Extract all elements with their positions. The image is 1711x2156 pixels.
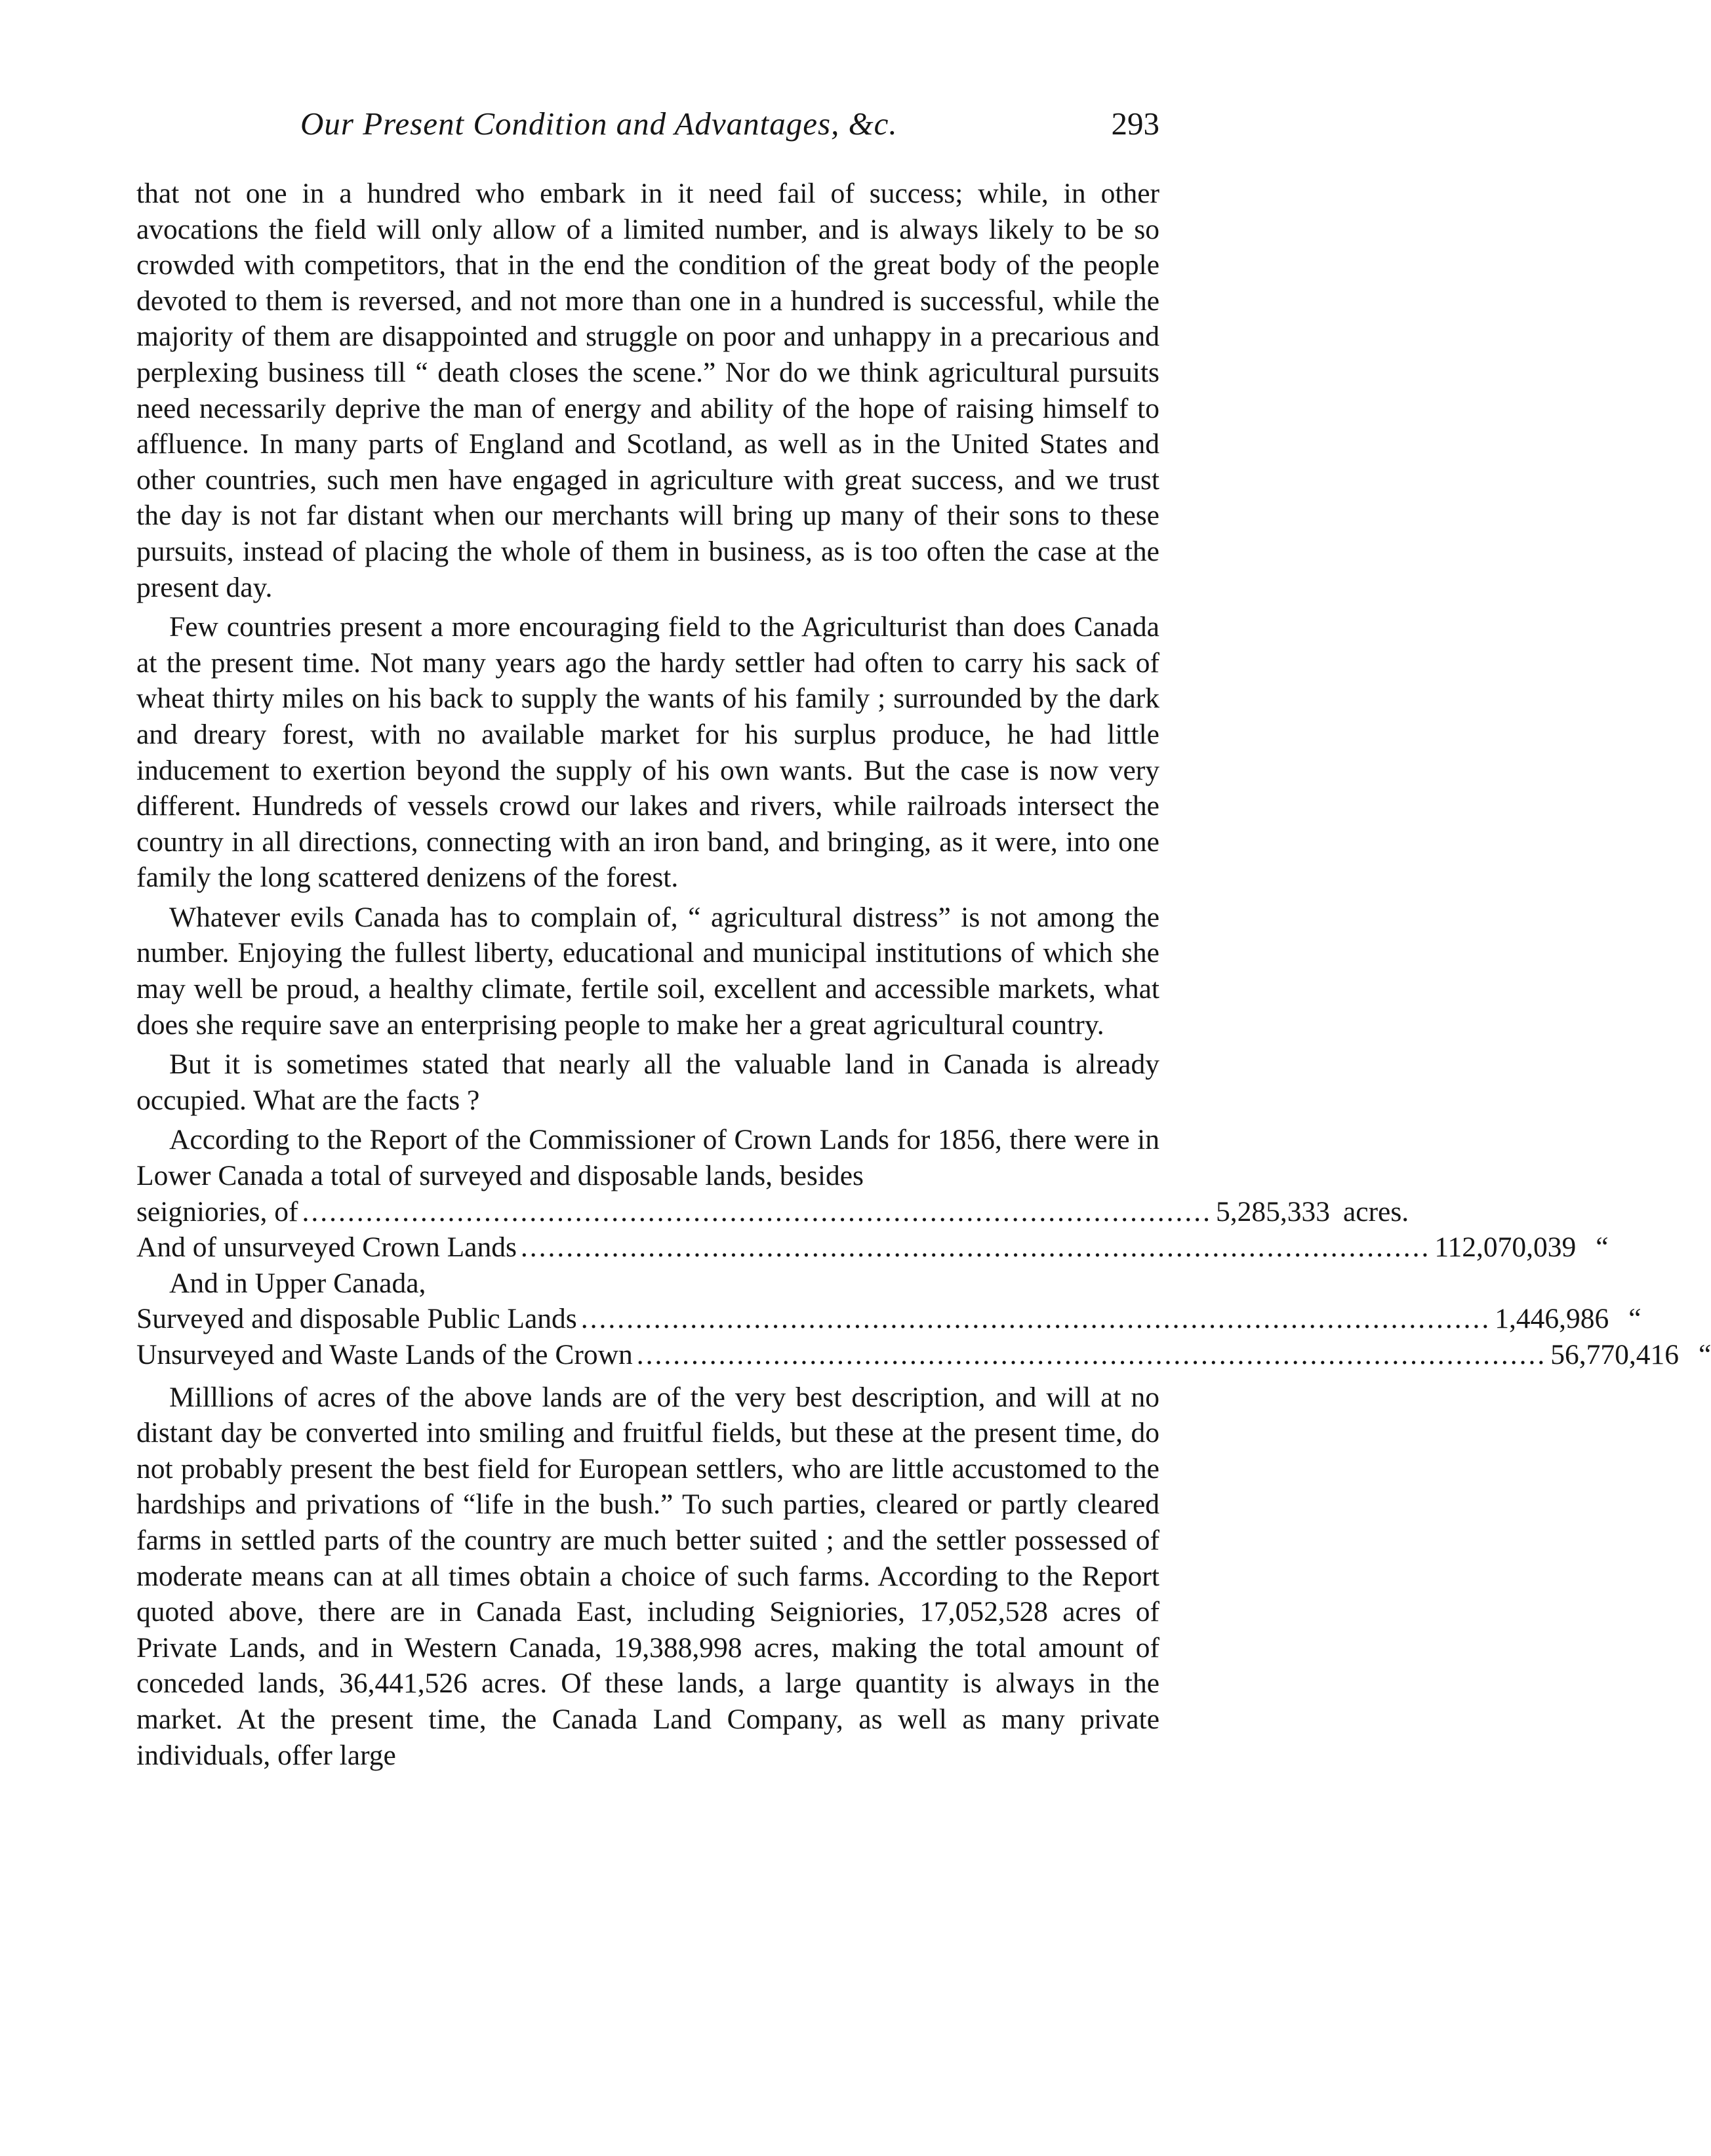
ledger-label: Surveyed and disposable Public Lands <box>136 1303 577 1335</box>
ledger-label: And in Upper Canada, <box>169 1267 426 1299</box>
ledger-row <box>136 1301 1641 1337</box>
page-number: 293 <box>1111 106 1159 142</box>
paragraph-valuable-land: But it is sometimes stated that nearly all the valuable land in Canada is already occupied. What are the facts ? <box>136 1048 1159 1116</box>
ledger-label: Unsurveyed and Waste Lands of the Crown <box>136 1339 633 1370</box>
ledger-row <box>136 1266 1159 1302</box>
ledger-label: seigniories, of <box>136 1195 298 1228</box>
ledger-value: 112,070,039 <box>1434 1231 1577 1264</box>
leader-dots: .................................................................................................... <box>636 1339 1547 1370</box>
leader-dots: .................................................................................................... <box>580 1303 1491 1335</box>
ledger-unit: “ <box>1699 1339 1711 1370</box>
paragraph-continued: that not one in a hundred who embark in it need fail of success; while, in other avocations the field will only allow of a limited number, and is always likely to be so crowded with competitors, that in the end the condition of the great body of the people devoted to them is reversed, and not more than one in a hundred is successful, while the majority of them are disappointed and struggle on poor and unhappy in a precarious and perplexing business till “ death closes the scene.” Nor do we think agricultural pursuits need necessarily deprive the man of energy and ability of the hope of raising himself to affluence. In many parts of England and Scotland, as well as in the United States and other countries, such men have engaged in agriculture with great success, and we trust the day is not far distant when our merchants will bring up many of their sons to these pursuits, instead of placing the whole of them in business, as is too often the case at the present day. <box>136 178 1159 603</box>
ledger-row <box>136 1229 1609 1266</box>
ledger-value: 5,285,333 <box>1215 1195 1330 1228</box>
paragraph-crown-lands-report: According to the Report of the Commissioner of Crown Lands for 1856, there were in Lower Canada a total of surveyed and disposable lands, besides <box>136 1124 1159 1192</box>
ledger-label: And of unsurveyed Crown Lands <box>136 1231 517 1264</box>
ledger-unit: “ <box>1596 1231 1609 1264</box>
paragraph-millions-of-acres: Milllions of acres of the above lands are of the very best description, and will at no distant day be converted into smiling and fruitful fields, but these at the present time, do not probably present the best field for European settlers, who are little accustomed to the hardships and privations of “life in the bush.” To such parties, cleared or partly cleared farms in settled parts of the country are much better suited ; and the settler possessed of moderate means can at all times obtain a choice of such farms. According to the Report quoted above, there are in Canada East, including Seigniories, 17,052,528 acres of Private Lands, and in Western Canada, 19,388,998 acres, making the total amount of conceded lands, 36,441,526 acres. Of these lands, a large quantity is always in the market. At the present time, the Canada Land Company, as well as many private individuals, offer large <box>136 1381 1159 1771</box>
ledger-unit: acres. <box>1342 1195 1409 1228</box>
land-ledger <box>136 1194 1711 1373</box>
body-text <box>136 176 1711 1777</box>
paragraph-agricultural-distress: Whatever evils Canada has to complain of, “ agricultural distress” is not among the number. Enjoying the fullest liberty, educational and municipal institutions of which she may well be proud, a healthy climate, fertile soil, excellent and accessible markets, what does she require save an enterprising people to make her a great agricultural country. <box>136 901 1159 1041</box>
page-header <box>136 105 1159 151</box>
leader-dots: .................................................................................................... <box>302 1195 1212 1228</box>
paragraph-canada-agriculture: Few countries present a more encouraging field to the Agriculturist than does Canada at the present time. Not many years ago the hardy settler had often to carry his sack of wheat thirty miles on his back to supply the wants of his family ; surrounded by the dark and dreary forest, with no available market for his surplus produce, he had little inducement to exertion beyond the supply of his own wants. But the case is now very different. Hundreds of vessels crowd our lakes and rivers, while railroads intersect the country in all directions, connecting with an iron band, and bringing, as it were, into one family the long scattered denizens of the forest. <box>136 611 1159 894</box>
ledger-row <box>136 1337 1711 1373</box>
ledger-unit: “ <box>1628 1303 1641 1335</box>
running-title: Our Present Condition and Advantages, &c. <box>300 106 898 142</box>
leader-dots: .................................................................................................... <box>520 1231 1431 1264</box>
ledger-value: 56,770,416 <box>1550 1339 1680 1370</box>
ledger-value: 1,446,986 <box>1495 1303 1609 1335</box>
ledger-row <box>136 1194 1409 1230</box>
